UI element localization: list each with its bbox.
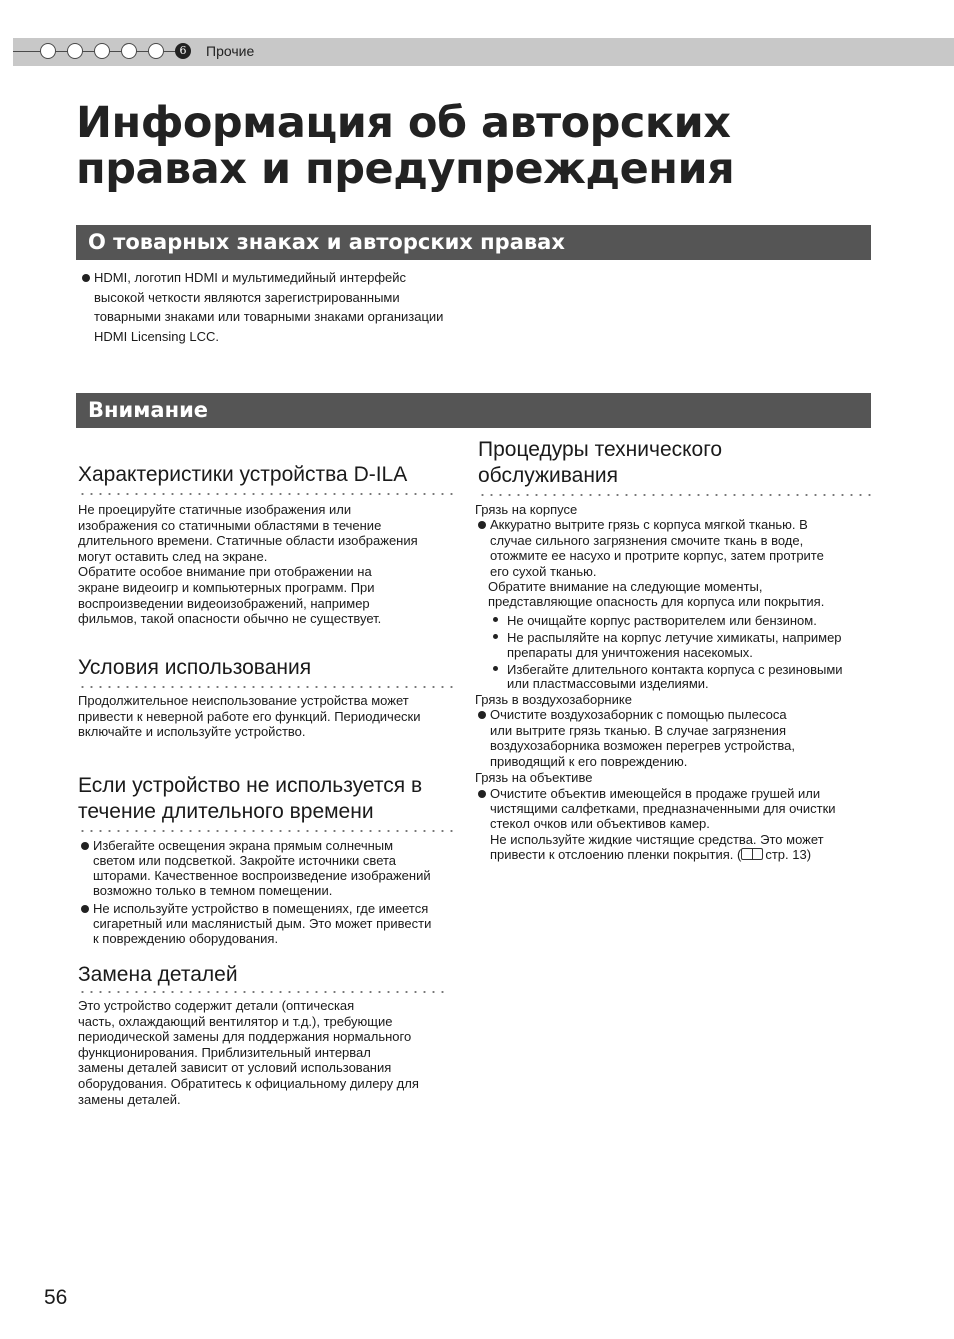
text-line: Не распыляйте на корпус летучие химикаты, например (507, 630, 842, 646)
page-reference-link[interactable]: стр. 13) (765, 847, 812, 863)
chapter-label: Прочие (206, 43, 255, 59)
text-line: препараты для уничтожения насекомых. (507, 644, 753, 660)
text-line: товарными знаками или товарными знаками организации (94, 309, 444, 324)
text-line: чистящими салфетками, предназначенными для очистки (490, 800, 836, 816)
list-item (475, 517, 880, 579)
text-line: Не используйте устройство в помещениях, где имеется (93, 901, 429, 916)
text-line: Это устройство содержит детали (оптическая (78, 998, 355, 1013)
text-line: часть, охлаждающий вентилятор и т.д.), требующие (78, 1013, 393, 1029)
maintenance-content (475, 502, 880, 863)
dotted-divider (78, 686, 454, 688)
text-line: включайте и используйте устройство. (78, 724, 306, 740)
text-line: HDMI Licensing LCC. (94, 328, 219, 344)
text-line: привести к неверной работе его функций. Периодически (78, 708, 421, 724)
usage-heading-block (78, 655, 454, 688)
maintenance-heading-block (478, 437, 872, 496)
text-line: случае сильного загрязнения смочите ткань в воде, (490, 532, 804, 548)
text-line: Не очищайте корпус растворителем или бензином. (507, 612, 817, 628)
text-line: HDMI, логотип HDMI и мультимедийный интерфейс (94, 270, 407, 285)
list-item (78, 901, 463, 946)
text-line (490, 847, 880, 862)
unused-list (78, 838, 463, 946)
chapter-dot-current: 6 (175, 43, 191, 59)
text-line: оборудования. Обратитесь к официальному дилеру для (78, 1075, 419, 1091)
chapter-dot-5 (148, 43, 164, 59)
unused-heading-block (78, 773, 454, 832)
text-line: или пластмассовыми изделиями. (507, 676, 709, 692)
text-line: Избегайте освещения экрана прямым солнечным (93, 838, 394, 853)
cabinet-note (475, 579, 880, 610)
bullet-icon (81, 842, 89, 850)
text-line: могут оставить след на экране. (78, 548, 268, 564)
text-line: шторами. Качественное воспроизведение изображений (93, 868, 431, 883)
list-item (489, 662, 880, 690)
text-line: сигаретный или маслянистый дым. Это может привести (93, 916, 432, 931)
text-line: воздухозаборника возможен перегрев устройства, (490, 738, 795, 754)
text-line: периодической замены для поддержания нормального (78, 1029, 412, 1045)
text-line: экране видеоигр и компьютерных программ. При (78, 579, 375, 595)
bullet-icon (478, 790, 486, 798)
dila-heading-block (78, 462, 454, 495)
chapter-dot-1 (40, 43, 56, 59)
dotted-divider (78, 991, 448, 993)
bullet-icon (478, 711, 486, 719)
usage-heading: Условия использования (78, 656, 312, 679)
page-title-line-1: Информация об авторских (76, 98, 731, 148)
page-title (76, 100, 876, 192)
text-line: стекол очков или объективов камер. (490, 816, 710, 832)
text-line: фильмов, такой опасности обычно не существует. (78, 611, 382, 627)
dotted-divider (478, 494, 872, 496)
dotted-divider (78, 493, 454, 495)
book-icon (741, 848, 763, 860)
text-line: к повреждению оборудования. (93, 931, 279, 946)
text-line: Обратите особое внимание при отображении на (78, 564, 372, 580)
text-line: Избегайте длительного контакта корпуса с резиновыми (507, 661, 843, 677)
text-line: Не проецируйте статичные изображения или (78, 502, 352, 517)
maintenance-heading-line-2: обслуживания (478, 464, 619, 487)
chapter-header (13, 38, 954, 66)
sub-bullet-icon (493, 617, 498, 622)
maintenance-heading (478, 437, 872, 489)
trademarks-section-title: О товарных знаках и авторских правах (76, 225, 871, 260)
dila-heading: Характеристики устройства D-ILA (78, 463, 408, 486)
text-line: Обратите внимание на следующие моменты, (488, 579, 763, 595)
text-line: длительного времени. Статичные области изображения (78, 533, 418, 549)
text-line: светом или подсветкой. Закройте источники света (93, 853, 397, 868)
chapter-progress (13, 38, 213, 66)
list-item (475, 786, 880, 863)
text-line: изображения со статичными областями в течение (78, 517, 382, 533)
list-item (79, 268, 499, 346)
chapter-dot-3 (94, 43, 110, 59)
list-item (489, 630, 880, 658)
text-line: возможно только в темном помещении. (93, 883, 333, 898)
text-line: замены деталей. (78, 1091, 181, 1107)
unused-heading (78, 773, 454, 825)
chapter-dot-2 (67, 43, 83, 59)
text-line: Не используйте жидкие чистящие средства. Это может (490, 831, 824, 847)
maintenance-heading-line-1: Процедуры технического (478, 438, 723, 461)
lens-label: Грязь на объективе (475, 770, 593, 786)
page-number: 56 (44, 1286, 68, 1309)
unused-heading-line-1: Если устройство не используется в (78, 774, 423, 797)
unused-heading-line-2: течение длительного времени (78, 800, 374, 823)
trademarks-paragraph (79, 268, 499, 346)
parts-heading: Замена деталей (78, 963, 238, 986)
text-line: Аккуратно вытрите грязь с корпуса мягкой тканью. В (490, 517, 808, 533)
bullet-icon (82, 274, 90, 282)
page-title-line-2: правах и предупреждения (76, 144, 735, 194)
text-line: Очистите объектив имеющейся в продаже грушей или (490, 785, 821, 801)
sub-bullet-icon (493, 666, 498, 671)
text-line: функционирования. Приблизительный интервал (78, 1044, 371, 1060)
text-line: или вытрите грязь тканью. В случае загрязнения (490, 722, 786, 738)
chapter-dot-4 (121, 43, 137, 59)
bullet-icon (478, 521, 486, 529)
bullet-icon (81, 905, 89, 913)
intake-label: Грязь в воздухозаборнике (475, 692, 632, 708)
lens-last-prefix: привести к отслоению пленки покрытия. ( (490, 847, 742, 863)
text-line: отожмите ее насухо и протрите корпус, затем протрите (490, 548, 824, 564)
text-line: замены деталей зависит от условий использования (78, 1060, 392, 1076)
cabinet-label: Грязь на корпусе (475, 502, 578, 517)
usage-paragraph (78, 693, 458, 740)
list-item (489, 613, 880, 628)
sub-bullet-icon (493, 634, 498, 639)
list-item (78, 838, 463, 898)
text-line: воспроизведении видеоизображений, например (78, 595, 370, 611)
text-line: Очистите воздухозаборник с помощью пылесоса (490, 707, 787, 723)
list-item (475, 707, 880, 769)
text-line: высокой четкости являются зарегистрированными (94, 289, 400, 305)
text-line: представляющие опасность для корпуса или покрытия. (488, 594, 825, 610)
text-line: его сухой тканью. (490, 563, 597, 579)
text-line: Продолжительное неиспользование устройства может (78, 693, 409, 708)
parts-paragraph (78, 998, 463, 1107)
caution-section-title: Внимание (76, 393, 871, 428)
dila-paragraph (78, 502, 458, 627)
parts-heading-block (78, 962, 448, 993)
dotted-divider (78, 830, 454, 832)
text-line: приводящий к его повреждению. (490, 753, 688, 769)
